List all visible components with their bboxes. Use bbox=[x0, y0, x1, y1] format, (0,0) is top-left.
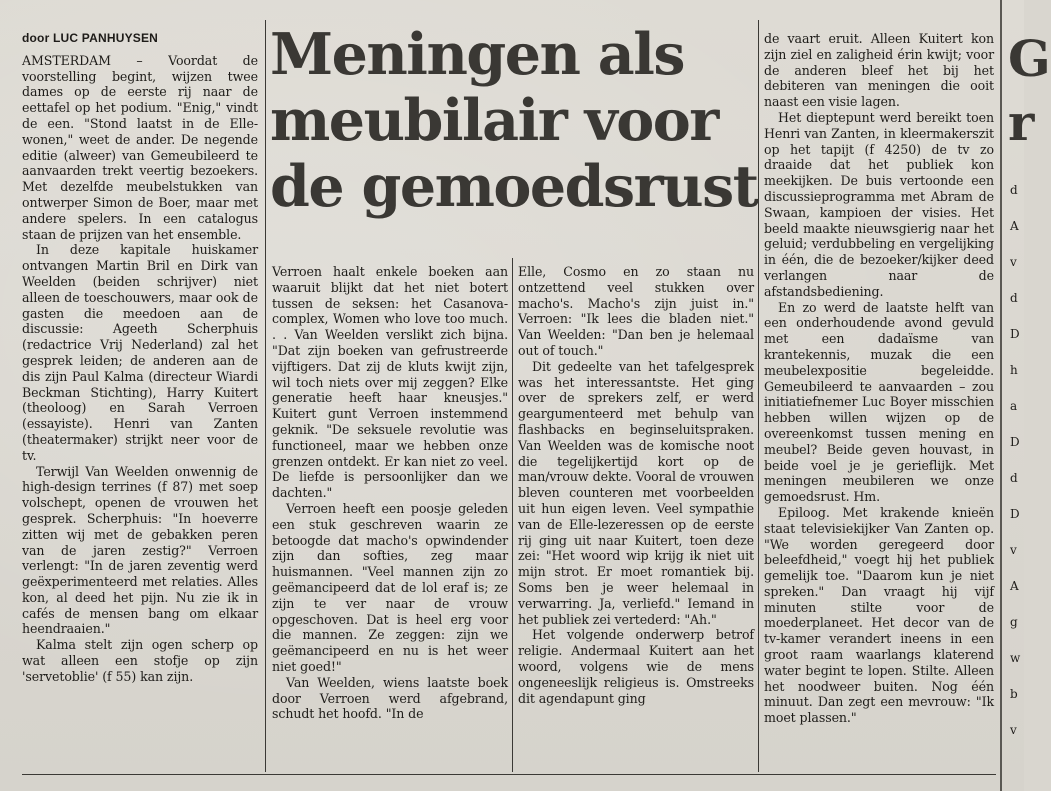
article-column-3 bbox=[518, 264, 754, 772]
paragraph: de vaart eruit. Alleen Kuitert kon zijn ziel en zaligheid érin kwijt; voor de anderen bleef het bij het debiteren van meningen die ooit naast een visie lagen. bbox=[764, 31, 994, 110]
fragment-letter: h bbox=[1010, 363, 1018, 377]
fragment-letter: a bbox=[1010, 399, 1018, 413]
article-column-1 bbox=[22, 31, 258, 771]
paragraph: Terwijl Van Weelden onwennig de high-design terrines (f 87) met soep volschept, openen de vrouwen het gesprek. Scherphuis: "In hoeverre zitten wij met de gebakken peren van de jaren zestig?" Verroen verlengt: "In de jaren zeventig werd geëxperimenteerd met relaties. Alles kon, al deed het pijn. Nu zie ik in cafés de mensen bang om elkaar heendraaien." bbox=[22, 463, 258, 637]
paragraph: Van Weelden, wiens laatste boek door Verroen werd afgebrand, schudt het hoofd. "In de bbox=[272, 674, 508, 722]
paragraph: Verroen haalt enkele boeken aan waaruit blijkt dat het niet botert tussen de seksen: het Casanova-complex, Women who love too much. . . Van Weelden verslikt zich bijna. "Dat zijn boeken van gefrustreerde vijftigers. Dat zij de kluts kwijt zijn, wil toch niets over mij zeggen? Elke generatie heeft haar kneusjes." Kuitert gunt Verroen instemmend geknik. "De seksuele revolutie was functioneel, maar we hebben onze grenzen ontdekt. Er kan niet zo veel. De liefde is persoonlijker dan we dachten." bbox=[272, 264, 508, 501]
fragment-letter: b bbox=[1010, 687, 1018, 701]
bottom-rule bbox=[22, 774, 996, 775]
fragment-headline-letter: r bbox=[1008, 93, 1035, 152]
headline: Meningen als meubilair voor de gemoedsrust bbox=[270, 21, 758, 220]
byline: door LUC PANHUYSEN bbox=[22, 31, 159, 45]
column-rule bbox=[512, 258, 513, 772]
paragraph: Elle, Cosmo en zo staan nu ontzettend veel stukken over macho's. Macho's zijn juist in." Verroen: "Ik lees die bladen niet." Van Weelden: "Dan ben je helemaal out of touch." bbox=[518, 264, 754, 358]
fragment-letter: v bbox=[1010, 723, 1017, 737]
fragment-headline-letter: G bbox=[1008, 29, 1051, 88]
paragraph: In deze kapitale huiskamer ontvangen Martin Bril en Dirk van Weelden (beiden schrijver) niet alleen de toeschouwers, maar ook de gasten die meedoen aan de discussie: Ageeth Scherphuis (redactrice Vrij Nederland) zal het gesprek leiden; de anderen aan de dis zijn Paul Kalma (directeur Wiardi Beckman Stichting), Harry Kuitert (theoloog) en Sarah Verroen (essayiste). Henri van Zanten (theatermaker) strijkt neer voor de tv. bbox=[22, 242, 258, 463]
fragment-letter: A bbox=[1010, 219, 1019, 233]
fragment-letter: A bbox=[1010, 579, 1019, 593]
column-rule bbox=[758, 20, 759, 772]
paragraph: Kalma stelt zijn ogen scherp op wat alleen een stofje op zijn 'servetoblie' (f 55) kan zijn. bbox=[22, 637, 258, 684]
fragment-letter: D bbox=[1010, 507, 1020, 521]
fragment-letter: v bbox=[1010, 255, 1017, 269]
fragment-letter: d bbox=[1010, 291, 1018, 305]
fragment-letter: w bbox=[1010, 651, 1021, 665]
fragment-letter: D bbox=[1010, 327, 1020, 341]
paragraph: Het dieptepunt werd bereikt toen Henri van Zanten, in kleermakerszit op het tapijt (f 4250) de tv zo draaide dat het publiek kon meekijken. De buis vertoonde een discussieprogramma met Abram de Swaan, kampioen der visies. Het beeld maakte nieuwsgierig naar het geluid; verdubbeling en vergelijking in één, die de bezoeker/kijker deed verlangen naar de afstandsbediening. bbox=[764, 109, 994, 299]
fragment-letter: v bbox=[1010, 543, 1017, 557]
neighbouring-article-fragment bbox=[1000, 0, 1051, 791]
article-column-4 bbox=[764, 31, 994, 772]
column-rule bbox=[265, 20, 266, 772]
paragraph: AMSTERDAM – Voordat de voorstelling begint, wijzen twee dames op de eerste rij naar de eettafel op het podium. "Enig," vindt de een. "Stond laatst in de Elle-wonen," weet de ander. De negende editie (alweer) van Gemeubileerd te aanvaarden trekt veertig bezoekers. Met dezelfde meubelstukken van ontwerper Simon de Boer, maar met andere spelers. In een catalogus staan de prijzen van het ensemble. bbox=[22, 52, 258, 242]
paragraph: Dit gedeelte van het tafelgesprek was het interessantste. Het ging over de sprekers zelf, er werd geargumenteerd met behulp van flashbacks en beginseluitspraken. Van Weelden was de komische noot die tegelijkertijd kort op de man/vrouw dekte. Vooral de vrouwen bleven counteren met voorbeelden uit hun eigen leven. Veel sympathie van de Elle-lezeressen op de eerste rij ging uit naar Kuitert, toen deze zei: "Het woord wip krijg ik niet uit mijn strot. Er moet romantiek bij. Soms ben je weer helemaal in verwarring. Ja, verliefd." Iemand in het publiek zei vertederd: "Ah." bbox=[518, 358, 754, 627]
paragraph: Epiloog. Met krakende knieën staat televisiekijker Van Zanten op. "We worden geregeerd door beleefdheid," voegt hij het publiek gemelijk toe. "Daarom kun je niet spreken." Dan vraagt hij vijf minuten stilte voor de moederplaneet. Het decor van de tv-kamer verandert ineens in een groot raam waarlangs klaterend water begint te lopen. Stilte. Alleen het noodweer buiten. Nog één minuut. Dan zegt een mevrouw: "Ik moet plassen." bbox=[764, 504, 994, 726]
article-column-2 bbox=[272, 264, 508, 772]
paragraph: Het volgende onderwerp betrof religie. Andermaal Kuitert aan het woord, volgens wie de mens ongeneeslijk religieus is. Omstreeks dit agendapunt ging bbox=[518, 627, 754, 706]
fragment-letter: D bbox=[1010, 435, 1020, 449]
fragment-letter: d bbox=[1010, 183, 1018, 197]
fragment-letter: d bbox=[1010, 471, 1018, 485]
paragraph: Verroen heeft een poosje geleden een stuk geschreven waarin ze betoogde dat macho's opwindender zijn dan softies, zeg maar huismannen. "Veel mannen zijn zo geëmancipeerd dat de lol eraf is; ze zijn te ver naar de vrouw opgeschoven. Dat is heel erg voor die mannen. Ze zeggen: zijn we geëmancipeerd en nu is het weer niet goed!" bbox=[272, 500, 508, 674]
fragment-letter: g bbox=[1010, 615, 1018, 629]
paragraph: En zo werd de laatste helft van een onderhoudende avond gevuld met een dadaïsme van krantekennis, muzak die een meubelexpositie begeleidde. Gemeubileerd te aanvaarden – zou initiatiefnemer Luc Boyer misschien hebben willen wijzen op de overeenkomst tussen mening en meubel? Beide geven houvast, in beide voel je je gerieflijk. Met meningen meubileren we onze gemoedsrust. Hm. bbox=[764, 299, 994, 505]
